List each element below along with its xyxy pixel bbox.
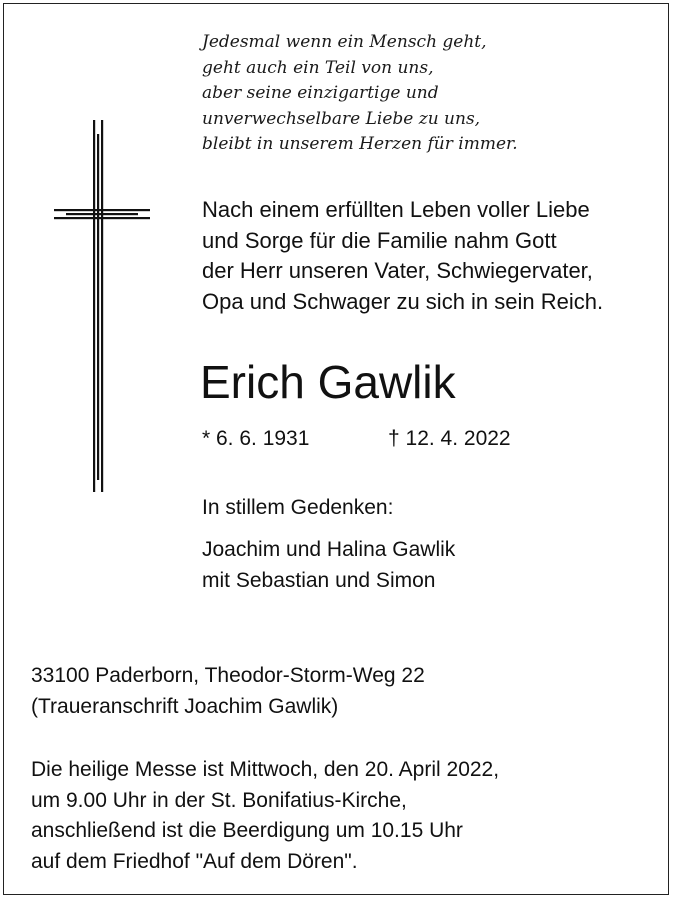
death-date: † 12. 4. 2022 [388, 427, 511, 450]
announcement-text [202, 195, 603, 317]
mourning-address [31, 661, 425, 722]
signatories [202, 535, 455, 596]
cross-icon [54, 120, 150, 492]
memorial-label: In stillem Gedenken: [202, 496, 394, 519]
deceased-name: Erich Gawlik [200, 356, 456, 408]
announcement-line: Nach einem erfüllten Leben voller Liebe [202, 197, 590, 222]
funeral-line: um 9.00 Uhr in der St. Bonifatius-Kirche, [31, 788, 407, 812]
address-line: (Traueranschrift Joachim Gawlik) [31, 694, 339, 718]
funeral-line: Die heilige Messe ist Mittwoch, den 20. April 2022, [31, 758, 500, 781]
funeral-line: auf dem Friedhof "Auf dem Dören". [31, 849, 358, 873]
poem-line: geht auch ein Teil von uns, [202, 57, 434, 78]
signatory-line: mit Sebastian und Simon [202, 568, 436, 592]
poem-line: unverwechselbare Liebe zu uns, [202, 108, 481, 129]
birth-date: * 6. 6. 1931 [202, 427, 310, 450]
life-dates [202, 424, 511, 454]
address-line: 33100 Paderborn, Theodor-Storm-Weg 22 [31, 664, 425, 687]
announcement-line: Opa und Schwager zu sich in sein Reich. [202, 288, 604, 314]
funeral-line: anschließend ist die Beerdigung um 10.15 Uhr [31, 819, 463, 842]
poem-line: bleibt in unserem Herzen für immer. [202, 134, 518, 154]
funeral-details [31, 755, 499, 877]
announcement-line: und Sorge für die Familie nahm Gott [202, 227, 557, 253]
signatory-line: Joachim und Halina Gawlik [202, 538, 456, 561]
announcement-line: der Herr unseren Vater, Schwiegervater, [202, 258, 593, 283]
poem [202, 30, 518, 158]
poem-line: Jedesmal wenn ein Mensch geht, [202, 32, 487, 52]
poem-line: aber seine einzigartige und [202, 83, 439, 103]
